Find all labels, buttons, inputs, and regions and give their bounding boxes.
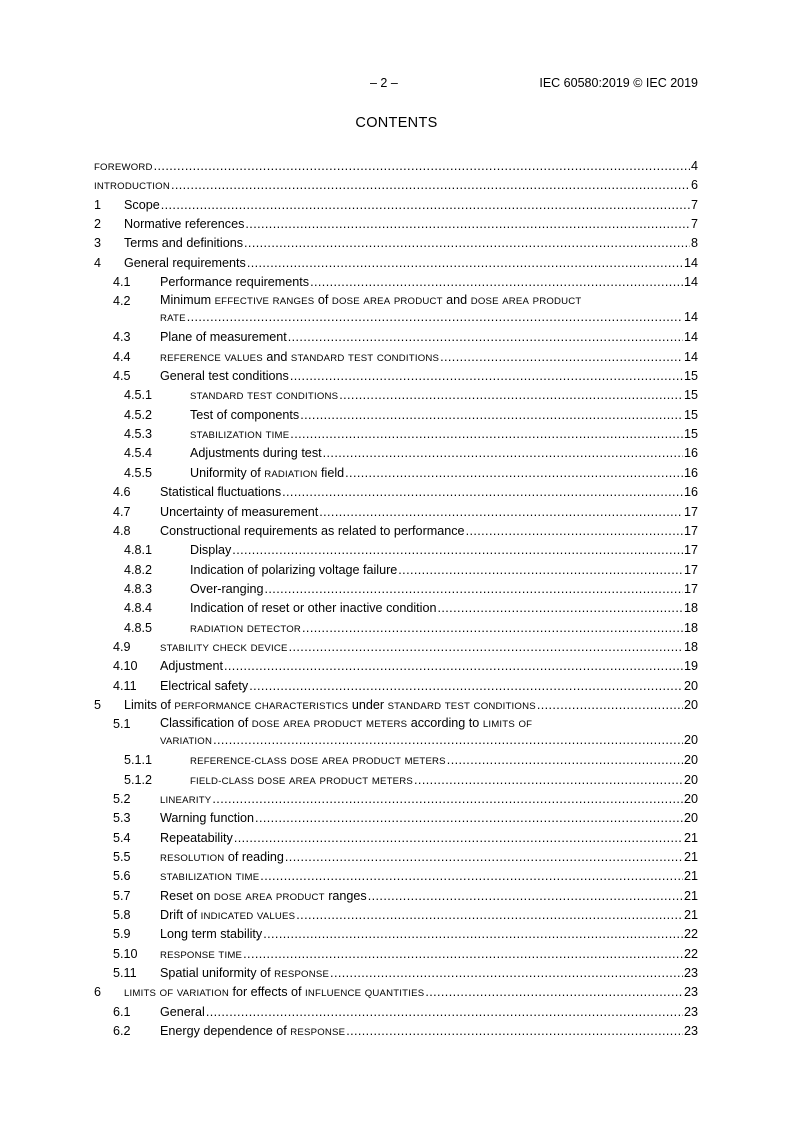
toc-entry-line xyxy=(124,696,698,716)
dot-leader xyxy=(249,677,683,696)
dot-leader xyxy=(440,348,683,367)
toc-entry-line xyxy=(160,867,698,887)
toc-entry-line xyxy=(160,945,698,965)
toc-entry[interactable] xyxy=(94,292,698,328)
toc-entry-line xyxy=(160,503,698,522)
toc-entry-line xyxy=(190,425,698,445)
toc-entry-page: 4 xyxy=(690,159,698,173)
dot-leader xyxy=(447,751,683,770)
toc-entry-line xyxy=(124,234,698,253)
toc-entry-page: 20 xyxy=(683,811,698,826)
dot-leader xyxy=(323,444,683,463)
toc-entry-title: Long term stability xyxy=(160,927,263,942)
toc-entry[interactable] xyxy=(94,964,698,983)
toc-entry-line xyxy=(160,348,698,368)
toc-entry-number: 4.8.4 xyxy=(124,601,153,616)
dot-leader xyxy=(285,848,683,867)
toc-entry[interactable] xyxy=(94,657,698,676)
toc-entry-title: STABILITY CHECK DEVICE xyxy=(160,642,288,654)
toc-entry-page: 23 xyxy=(683,966,698,981)
toc-entry-title: General test conditions xyxy=(160,369,289,384)
toc-entry-title: FOREWORD xyxy=(94,162,153,173)
toc-entry-line xyxy=(94,176,698,196)
toc-entry-line xyxy=(160,848,698,868)
toc-entry-line xyxy=(160,328,698,347)
toc-entry-line xyxy=(124,196,698,215)
toc-entry-number: 5.7 xyxy=(113,888,131,903)
toc-entry-page: 16 xyxy=(683,465,698,480)
dot-leader xyxy=(206,1003,683,1022)
toc-entry-line xyxy=(190,386,698,406)
toc-entry-page: 18 xyxy=(683,601,698,616)
toc-entry-title-line: Classification of DOSE AREA PRODUCT METERS according to LIMITS OF xyxy=(160,716,533,731)
toc-entry-title: Test of components xyxy=(190,407,300,422)
toc-entry-page: 20 xyxy=(683,791,698,806)
toc-entry-title: Spatial uniformity of RESPONSE xyxy=(160,966,330,981)
dot-leader xyxy=(368,887,683,906)
toc-entry-line xyxy=(190,751,698,771)
dot-leader xyxy=(302,619,683,638)
dot-leader xyxy=(437,599,683,618)
toc-entry-title: Performance requirements xyxy=(160,275,310,290)
dot-leader xyxy=(282,483,683,502)
dot-leader xyxy=(346,1022,683,1041)
toc-entry-title: STABILIZATION TIME xyxy=(160,872,260,884)
dot-leader xyxy=(300,406,683,425)
dot-leader xyxy=(265,580,683,599)
toc-entry-number: 4.11 xyxy=(113,678,137,693)
toc-entry-page: 15 xyxy=(683,388,698,403)
toc-entry-number: 4.6 xyxy=(113,485,131,500)
toc-entry-number: 5.1.2 xyxy=(124,772,153,787)
dot-leader xyxy=(244,234,690,253)
toc-entry-number: 4.7 xyxy=(113,504,131,519)
toc-entry-page: 21 xyxy=(683,850,698,864)
toc-entry[interactable] xyxy=(94,157,698,176)
toc-entry-page: 16 xyxy=(683,485,698,500)
toc-entry-title: RATE xyxy=(160,313,186,325)
toc-entry-title: VARIATION xyxy=(160,736,213,748)
toc-entry-line xyxy=(190,561,698,580)
dot-leader xyxy=(290,367,683,386)
toc-entry-line xyxy=(160,731,698,751)
toc-entry-title: Uncertainty of measurement xyxy=(160,504,319,519)
toc-entry[interactable] xyxy=(94,367,698,386)
toc-entry-number: 5.10 xyxy=(113,946,138,961)
toc-entry-number: 5.11 xyxy=(113,966,137,981)
dot-leader xyxy=(234,829,683,848)
toc-entry-title: General requirements xyxy=(124,255,246,270)
toc-entry-title: Display xyxy=(190,543,232,558)
toc-entry-line xyxy=(160,273,698,292)
toc-entry-page: 20 xyxy=(683,772,698,787)
toc-entry-number: 4.1 xyxy=(113,275,131,290)
toc-entry[interactable] xyxy=(94,829,698,848)
toc-entry-title: FIELD-CLASS DOSE AREA PRODUCT METERS xyxy=(190,775,414,787)
toc-entry-title: Energy dependence of RESPONSE xyxy=(160,1024,346,1039)
toc-entry-number: 6.1 xyxy=(113,1004,131,1019)
toc-entry-title: Scope xyxy=(124,197,160,212)
toc-entry-page: 21 xyxy=(683,869,698,884)
toc-entry-number: 4.4 xyxy=(113,349,131,364)
toc-entry-page: 17 xyxy=(683,523,698,538)
toc-entry-page: 23 xyxy=(683,985,698,1000)
toc-entry-line xyxy=(160,790,698,810)
toc-entry[interactable] xyxy=(94,348,698,367)
dot-leader xyxy=(414,771,683,790)
toc-entry-title: General xyxy=(160,1004,205,1019)
toc-entry-title: Drift of INDICATED VALUES xyxy=(160,908,296,923)
toc-entry-line xyxy=(160,1022,698,1042)
toc-entry-page: 14 xyxy=(683,275,698,290)
toc-entry[interactable] xyxy=(94,867,698,886)
toc-entry-title: Statistical fluctuations xyxy=(160,485,282,500)
toc-entry-line xyxy=(160,638,698,658)
toc-entry-page: 18 xyxy=(683,639,698,654)
toc-entry-title: Adjustments during test xyxy=(190,446,322,461)
toc-entry-title: Plane of measurement xyxy=(160,330,287,345)
toc-entry[interactable] xyxy=(94,328,698,347)
toc-entry-number: 4.5 xyxy=(113,369,131,384)
toc-entry-line xyxy=(160,829,698,848)
toc-entry-line xyxy=(160,483,698,502)
toc-entry-page: 15 xyxy=(683,407,698,422)
dot-leader xyxy=(255,809,683,828)
toc-entry-line xyxy=(160,677,698,696)
toc-entry[interactable] xyxy=(94,273,698,292)
toc-entry-title: REFERENCE VALUES and STANDARD TEST CONDITIONS xyxy=(160,349,440,364)
toc-entry-line xyxy=(124,215,698,234)
dot-leader xyxy=(260,867,683,886)
toc-entry[interactable] xyxy=(94,503,698,522)
toc-entry-number: 4.3 xyxy=(113,330,131,345)
toc-entry-number: 4.8.2 xyxy=(124,562,153,577)
toc-entry-page: 14 xyxy=(683,330,698,345)
toc-entry-page: 17 xyxy=(683,581,698,596)
toc-entry[interactable] xyxy=(94,1003,698,1022)
toc-entry-number: 4.10 xyxy=(113,659,138,674)
toc-entry[interactable] xyxy=(94,848,698,867)
toc-entry-line xyxy=(160,308,698,328)
toc-entry-line xyxy=(160,657,698,676)
toc-entry-title: Repeatability xyxy=(160,830,233,845)
toc-entry-page: 7 xyxy=(690,197,698,212)
toc-entry[interactable] xyxy=(94,406,698,425)
toc-entry-line xyxy=(190,580,698,599)
dot-leader xyxy=(247,254,683,273)
toc-entry-line xyxy=(160,906,698,926)
dot-leader xyxy=(243,945,683,964)
dot-leader xyxy=(245,215,690,234)
toc-entry-line xyxy=(160,367,698,386)
dot-leader xyxy=(330,964,683,983)
dot-leader xyxy=(187,308,683,327)
toc-entry[interactable] xyxy=(94,196,698,215)
toc-entry-title: Uniformity of RADIATION field xyxy=(190,465,345,480)
toc-entry-title: Warning function xyxy=(160,811,255,826)
toc-entry-number: 4.5.3 xyxy=(124,427,153,442)
toc-entry[interactable] xyxy=(94,234,698,253)
toc-entry[interactable] xyxy=(94,599,698,618)
toc-entry-number: 4.8 xyxy=(113,523,131,538)
toc-entry-title: LINEARITY xyxy=(160,794,212,806)
toc-entry-title: Normative references xyxy=(124,217,245,232)
toc-entry[interactable] xyxy=(94,176,698,195)
toc-entry[interactable] xyxy=(94,1022,698,1041)
toc-entry-page: 20 xyxy=(683,697,698,712)
toc-entry-page: 18 xyxy=(683,620,698,635)
page-number: – 2 – xyxy=(370,76,398,90)
dot-leader xyxy=(224,657,683,676)
toc-entry-number: 6.2 xyxy=(113,1024,131,1039)
toc-entry-line xyxy=(190,541,698,560)
toc-entry-number: 4.8.3 xyxy=(124,581,153,596)
toc-entry-page: 8 xyxy=(690,236,698,251)
dot-leader xyxy=(154,157,690,176)
toc-entry-number: 4.5.2 xyxy=(124,407,153,422)
toc-entry[interactable] xyxy=(94,464,698,483)
toc-entry-title: Electrical safety xyxy=(160,678,249,693)
toc-entry-line xyxy=(124,983,698,1003)
toc-entry-number: 4.8.1 xyxy=(124,543,153,558)
toc-entry-number: 5.4 xyxy=(113,830,131,845)
toc-entry-number: 4 xyxy=(94,255,102,270)
toc-entry-number: 2 xyxy=(94,217,102,232)
toc-entry-number: 4.8.5 xyxy=(124,620,153,635)
dot-leader xyxy=(288,328,683,347)
toc-entry[interactable] xyxy=(94,254,698,273)
toc-entry-title: Indication of polarizing voltage failure xyxy=(190,562,398,577)
toc-entry-page: 15 xyxy=(683,427,698,442)
toc-entry-page: 7 xyxy=(690,217,698,232)
toc-entry-title: RESOLUTION of reading xyxy=(160,850,284,864)
toc-entry-number: 3 xyxy=(94,236,102,251)
toc-entry[interactable] xyxy=(94,677,698,696)
toc-entry-number: 4.2 xyxy=(113,294,131,309)
toc-entry-page: 21 xyxy=(683,888,698,903)
toc-entry-page: 20 xyxy=(683,753,698,768)
dot-leader xyxy=(171,176,690,195)
toc-entry[interactable] xyxy=(94,638,698,657)
toc-entry[interactable] xyxy=(94,715,698,751)
toc-entry-page: 15 xyxy=(683,369,698,384)
dot-leader xyxy=(537,696,683,715)
dot-leader xyxy=(398,561,683,580)
toc-entry-number: 5.3 xyxy=(113,811,131,826)
toc-entry-line xyxy=(190,464,698,484)
toc-entry-page: 17 xyxy=(683,562,698,577)
toc-entry-page: 17 xyxy=(683,504,698,519)
toc-entry[interactable] xyxy=(94,444,698,463)
toc-entry-number: 4.9 xyxy=(113,639,131,654)
toc-entry-number: 6 xyxy=(94,985,102,1000)
toc-entry-title: Limits of PERFORMANCE CHARACTERISTICS under STANDARD TEST CONDITIONS xyxy=(124,697,536,712)
toc-entry[interactable] xyxy=(94,425,698,444)
dot-leader xyxy=(319,503,683,522)
toc-entry-title: Reset on DOSE AREA PRODUCT ranges xyxy=(160,888,367,903)
toc-entry[interactable] xyxy=(94,906,698,925)
table-of-contents xyxy=(94,157,698,1041)
toc-entry[interactable] xyxy=(94,522,698,541)
toc-entry[interactable] xyxy=(94,925,698,944)
toc-entry-line xyxy=(160,522,698,541)
dot-leader xyxy=(290,425,683,444)
toc-entry-number: 5.9 xyxy=(113,927,131,942)
toc-entry[interactable] xyxy=(94,386,698,405)
toc-entry-line xyxy=(160,964,698,984)
toc-entry-line xyxy=(160,887,698,907)
toc-entry-title: Over-ranging xyxy=(190,581,264,596)
toc-entry-line xyxy=(160,925,698,944)
toc-entry-page: 22 xyxy=(683,927,698,942)
toc-entry[interactable] xyxy=(94,696,698,715)
toc-entry-number: 5.8 xyxy=(113,908,131,923)
toc-entry-line xyxy=(160,809,698,828)
toc-entry-page: 23 xyxy=(683,1024,698,1039)
toc-entry-page: 14 xyxy=(683,349,698,364)
toc-entry-line xyxy=(160,1003,698,1022)
toc-entry[interactable] xyxy=(94,983,698,1002)
toc-entry-page: 16 xyxy=(683,446,698,461)
toc-entry-title: Indication of reset or other inactive condition xyxy=(190,601,437,616)
toc-entry[interactable] xyxy=(94,887,698,906)
dot-leader xyxy=(212,790,683,809)
toc-entry-line xyxy=(94,157,698,177)
page-header xyxy=(94,76,698,92)
toc-entry-title: RADIATION DETECTOR xyxy=(190,623,302,635)
toc-entry[interactable] xyxy=(94,561,698,580)
toc-entry-title: STABILIZATION TIME xyxy=(190,430,290,442)
toc-entry[interactable] xyxy=(94,790,698,809)
toc-entry-number: 5.1.1 xyxy=(124,753,153,768)
toc-entry-number: 1 xyxy=(94,197,102,212)
dot-leader xyxy=(161,196,690,215)
toc-entry[interactable] xyxy=(94,771,698,790)
toc-entry-line xyxy=(124,254,698,273)
toc-entry-number: 5.1 xyxy=(113,717,131,732)
toc-entry-page: 14 xyxy=(683,255,698,270)
toc-entry-line xyxy=(190,771,698,791)
dot-leader xyxy=(310,273,683,292)
dot-leader xyxy=(339,386,683,405)
toc-entry-page: 17 xyxy=(683,543,698,558)
dot-leader xyxy=(213,731,683,750)
toc-entry-title: INTRODUCTION xyxy=(94,181,170,193)
toc-entry-page: 22 xyxy=(683,946,698,961)
toc-entry-title: Adjustment xyxy=(160,659,223,674)
dot-leader xyxy=(466,522,683,541)
dot-leader xyxy=(232,541,683,560)
toc-entry-number: 4.5.4 xyxy=(124,446,153,461)
toc-entry-line xyxy=(190,406,698,425)
toc-entry-number: 5 xyxy=(94,697,102,712)
toc-entry-number: 5.5 xyxy=(113,850,131,864)
toc-entry-title: STANDARD TEST CONDITIONS xyxy=(190,391,339,403)
toc-entry-line xyxy=(190,619,698,639)
standard-identifier: IEC 60580:2019 © IEC 2019 xyxy=(539,76,698,90)
contents-title: CONTENTS xyxy=(355,115,438,131)
toc-entry-page: 21 xyxy=(683,830,698,845)
toc-entry-title-line: Minimum EFFECTIVE RANGES of DOSE AREA PRODUCT and DOSE AREA PRODUCT xyxy=(160,293,582,308)
toc-entry-title: Terms and definitions xyxy=(124,236,244,251)
toc-entry-number: 5.6 xyxy=(113,869,131,884)
toc-entry-number: 4.5.5 xyxy=(124,465,153,480)
toc-entry-page: 6 xyxy=(690,178,698,193)
toc-entry-line xyxy=(190,444,698,463)
dot-leader xyxy=(289,638,683,657)
dot-leader xyxy=(345,464,683,483)
toc-entry-page: 14 xyxy=(683,310,698,325)
dot-leader xyxy=(296,906,683,925)
toc-entry[interactable] xyxy=(94,619,698,638)
toc-entry[interactable] xyxy=(94,751,698,770)
toc-entry-page: 20 xyxy=(683,733,698,748)
toc-entry-number: 5.2 xyxy=(113,791,131,806)
toc-entry[interactable] xyxy=(94,580,698,599)
toc-entry[interactable] xyxy=(94,945,698,964)
toc-entry-line xyxy=(190,599,698,618)
toc-entry[interactable] xyxy=(94,809,698,828)
toc-entry-page: 21 xyxy=(683,908,698,923)
dot-leader xyxy=(263,925,683,944)
toc-entry-title: LIMITS OF VARIATION for effects of INFLUENCE QUANTITIES xyxy=(124,985,425,1000)
toc-entry-title: Constructional requirements as related to performance xyxy=(160,523,465,538)
toc-entry-page: 19 xyxy=(683,659,698,674)
toc-entry-page: 23 xyxy=(683,1004,698,1019)
dot-leader xyxy=(425,983,683,1002)
toc-entry[interactable] xyxy=(94,541,698,560)
toc-entry[interactable] xyxy=(94,483,698,502)
toc-entry-title: RESPONSE TIME xyxy=(160,949,243,961)
toc-entry-title: REFERENCE-CLASS DOSE AREA PRODUCT METERS xyxy=(190,756,446,768)
toc-entry-page: 20 xyxy=(683,678,698,693)
toc-entry-number: 4.5.1 xyxy=(124,388,153,403)
toc-entry[interactable] xyxy=(94,215,698,234)
